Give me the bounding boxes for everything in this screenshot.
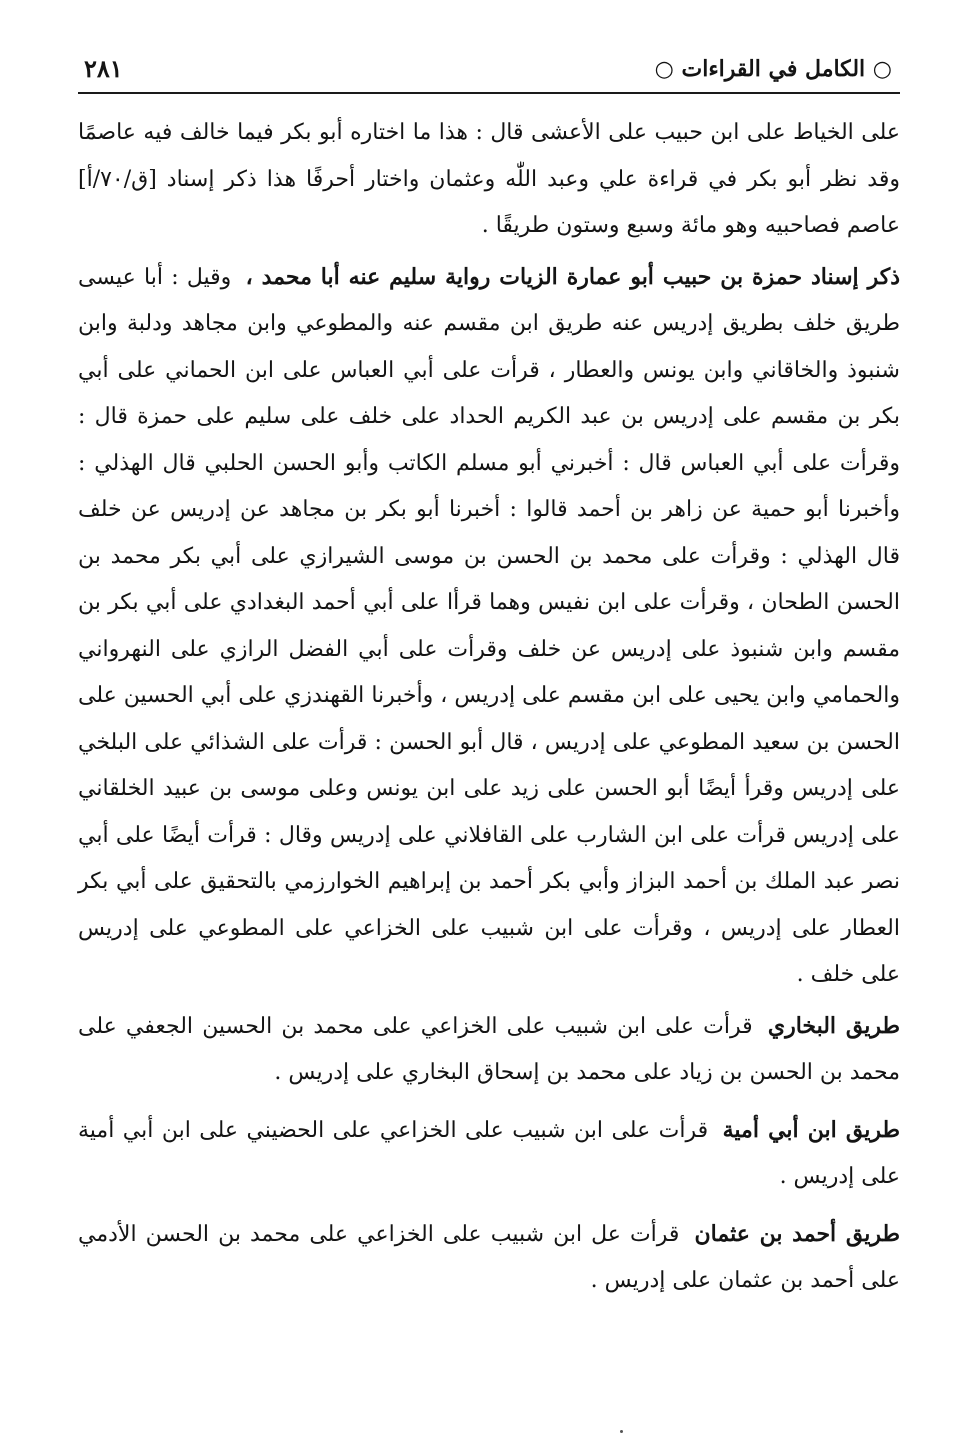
- section-heading-hamza: ذكر إسناد حمزة بن حبيب أبو عمارة الزيات رواية سليم عنه أبا محمد ،: [245, 263, 900, 290]
- page-header: [78, 52, 900, 94]
- paragraph-text: على الخياط على ابن حبيب على الأعشى قال : هذا ما اختاره أبو بكر فيما خالف فيه عاصمًا وقد نظر أبو بكر في قراءة علي وعبد اللّٰه وعثمان واختار أحرفًا هذا ذكر إسناد [ق/٧٠/أ] عاصم فصاحبيه وهو مائة وسبع وستون طريقًا .: [78, 120, 900, 238]
- paragraph-text: قرأت على ابن شبيب على الخزاعي على محمد بن الحسين الجعفي على محمد بن الحسن بن زياد على محمد بن إسحاق البخاري على إدريس .: [78, 1013, 900, 1085]
- paragraph-text: قرأت عل ابن شبيب على الخزاعي على محمد بن الحسن الأدمي على أحمد بن عثمان على إدريس .: [78, 1221, 900, 1293]
- running-title: ○ الكامل في القراءات ○: [654, 56, 892, 82]
- paragraph-ahmad-ibn-uthman-route: [78, 1211, 900, 1305]
- paragraph-asim-summary: [78, 110, 900, 250]
- print-speck: [620, 1430, 623, 1433]
- paragraph-bukhari-route: [78, 1003, 900, 1097]
- section-heading-bukhari: طريق البخاري: [767, 1012, 901, 1039]
- paragraph-ibn-abi-umayya-route: [78, 1107, 900, 1201]
- page-number: ٢٨١: [84, 54, 123, 83]
- paragraph-text: قرأت على ابن شبيب على الخزاعي على الحضيني على ابن أبي أمية على إدريس .: [78, 1117, 900, 1189]
- section-heading-ahmad-ibn-uthman: طريق أحمد بن عثمان: [694, 1220, 900, 1247]
- page-body: [78, 94, 900, 1305]
- book-page: [78, 52, 900, 1412]
- paragraph-text: وقيل : أبا عيسى طريق خلف بطريق إدريس عنه طريق ابن مقسم عنه والمطوعي وابن مجاهد ودلبة وابن شنبوذ والخاقاني وابن يونس والعطار ، قرأت على أبي العباس على ابن الحماني على أبي بكر بن مقسم على إدريس بن عبد الكريم الحداد على خلف على سليم على حمزة قال : وقرأت على أبي العباس قال : أخبرني أبو مسلم الكاتب وأبو الحسن الحلبي قال الهذلي : وأخبرنا أبو حمية عن زاهر بن أحمد قالوا : أخبرنا أبو بكر بن مجاهد عن إدريس عن خلف قال الهذلي : وقرأت على محمد بن الحسن بن موسى الشيرازي على أبي بكر محمد بن الحسن الطحان ، وقرأت على ابن نفيس وهما قرأا على أبي أحمد البغدادي على أبي بكر بن مقسم وابن شنبوذ على إدريس عن خلف وقرأت على أبي الفضل الرازي على النهرواني والحمامي وابن يحيى على ابن مقسم على إدريس ، وأخبرنا القهندزي على أبي الحسين على الحسن بن سعيد المطوعي على إدريس ، قال أبو الحسن : قرأت على الشذائي على البلخي على إدريس وقرأ أيضًا أبو الحسن على زيد على ابن يونس وعلى موسى بن عبيد الخلقاني على إدريس قرأت على ابن الشارب على القافلاني على إدريس وقال : قرأت أيضًا على أبي نصر عبد الملك بن أحمد البزاز وأبي بكر أحمد بن إبراهيم الخوارزمي بالتحقيق على أبي بكر العطار على إدريس ، وقرأت على ابن شبيب على الخزاعي على المطوعي على إدريس على خلف .: [78, 264, 900, 987]
- paragraph-hamza-isnad: [78, 254, 900, 999]
- section-heading-ibn-abi-umayya: طريق ابن أبي أمية: [722, 1116, 901, 1143]
